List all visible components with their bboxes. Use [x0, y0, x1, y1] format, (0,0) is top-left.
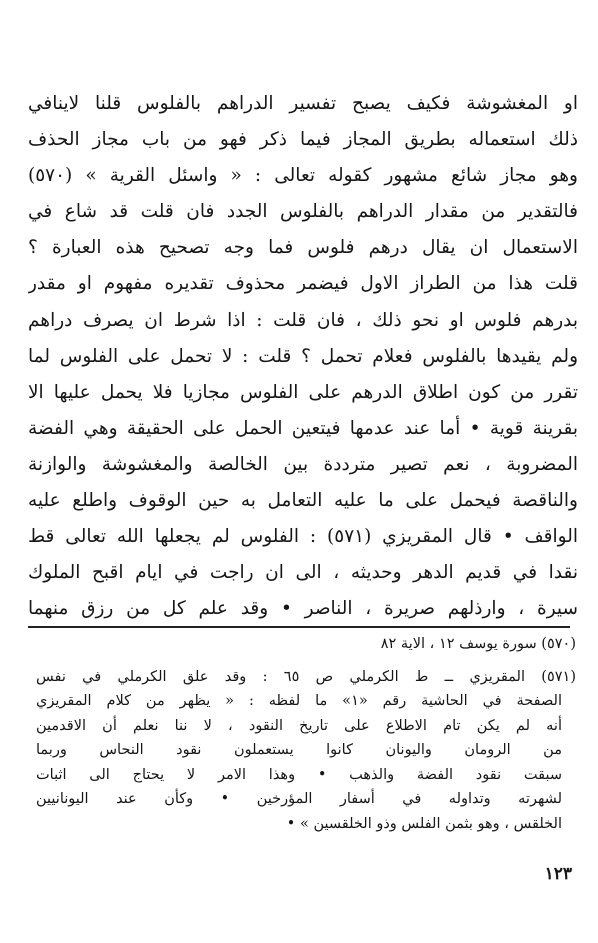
footnote-571-line: سبقت نقود الفضة والذهب • وهذا الامر لا يحتاج الى اثبات	[36, 766, 562, 783]
text-line: بقرينة قوية • أما عند عدمها فيتعين الحمل على الحقيقة وهي الفضة	[28, 417, 578, 439]
footnote-571-line: من الرومان واليونان كانوا يستعملون نقود النحاس وربما	[36, 742, 562, 758]
footnote-571-line: الصفحة في الحاشية رقم «١» ما لفظه : « يظهر من كلام المقريزي	[36, 693, 563, 709]
text-line: الاستعمال ان يقال درهم فلوس فما وجه تصحيح هذه العبارة ؟	[28, 237, 578, 259]
text-line: او المغشوشة فكيف يصبح تفسير الدراهم بالفلوس قلنا لاينافي	[28, 93, 578, 114]
footnote-571-line: لشهرته وتداوله في أسفار المؤرخين • وكأن عند اليونانيين	[36, 791, 562, 807]
text-line: ولم يقيدها بالفلوس فعلام تحمل ؟ قلت : لا تحمل على الفلوس لما	[28, 345, 578, 367]
text-line: قلت هذا من الطراز الاول فيضمر محذوف تقديره مفهوم او مقدر	[28, 273, 578, 295]
text-line: فالتقدير من مقدار الدراهم بالفلوس الجدد فان قلت قد شاع في	[28, 201, 578, 223]
footnote-571-line: الخلقس ، وهو بثمن الفلس وذو الخلقسين » •	[286, 815, 562, 832]
text-line: الواقف • قال المقريزي (٥٧١) : الفلوس لم يجعلها الله تعالى قط	[28, 526, 578, 548]
text-line: المضروبة ، نعم تصير مترددة بين الخالصة والمغشوشة والوازنة	[28, 453, 578, 475]
text-line: بدرهم فلوس او نحو ذلك ، فان قلت : اذا شرط ان يصرف دراهم	[28, 309, 578, 331]
footnote-divider	[28, 626, 570, 628]
footnote-571-line: أنه لم يكن تام الاطلاع على تاريخ النقود ، لا ننا نعلم أن الاقدمين	[36, 717, 562, 734]
text-line: والناقصة فيحمل على ما عليه التعامل به حين الوقوف واطلع عليه	[28, 490, 578, 512]
footnote-571-line: (٥٧١) المقريزي ــ ط الكرملي ص ٦٥ : وقد علق الكرملي في نفس	[36, 668, 576, 685]
footnotes	[36, 632, 576, 836]
main-text	[28, 86, 578, 627]
text-line: ذلك استعماله بطريق المجاز فيما ذكر فهو من باب مجاز الحذف	[28, 129, 578, 151]
footnote-570: (٥٧٠) سورة يوسف ١٢ ، الاية ٨٢	[380, 636, 576, 652]
text-line: وهو مجاز شائع مشهور كقوله تعالى : « واسئل القرية » (٥٧٠)	[28, 165, 578, 187]
text-line: سيرة ، وارذلهم صريرة ، الناصر • وقد علم كل من رزق منهما	[28, 598, 578, 620]
page-number: ١٢٣	[544, 864, 572, 884]
text-line: نقدا في قديم الدهر وحديثه ، الى ان راجت في ايام اقبح الملوك	[28, 562, 578, 584]
text-line: تقرر من كون اطلاق الدرهم على الفلوس مجازيا فلا يحمل عليها الا	[28, 381, 578, 403]
